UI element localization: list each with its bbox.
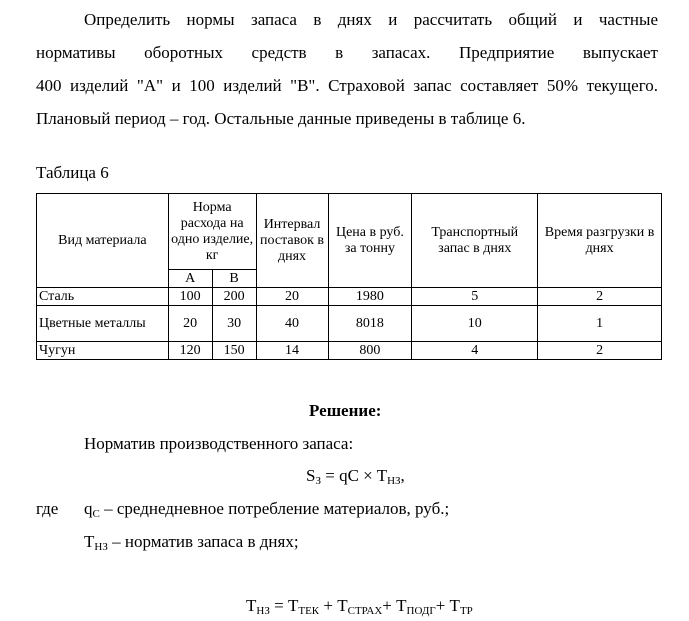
definition-qc: [84, 499, 449, 519]
cell-norm-b: 150: [212, 342, 256, 360]
formula-symbol: q: [84, 499, 93, 518]
header-price: Цена в руб. за тонну: [328, 194, 412, 288]
cell-unloading: 1: [538, 306, 662, 342]
cell-norm-a: 20: [168, 306, 212, 342]
header-unloading: Время разгрузки в днях: [538, 194, 662, 288]
cell-interval: 40: [256, 306, 328, 342]
definition-text: – норматив запаса в днях;: [107, 532, 299, 551]
formula-subscript: C: [92, 508, 100, 520]
problem-line-2: нормативы оборотных средств в запасах. Предприятие выпускает: [36, 43, 658, 62]
materials-table: [36, 193, 662, 360]
formula-text: + T: [435, 596, 460, 615]
formula-text: + T: [382, 596, 407, 615]
cell-norm-b: 200: [212, 288, 256, 306]
formula-stock-days: [246, 596, 473, 616]
formula-subscript: ТЕК: [298, 605, 320, 617]
cell-interval: 14: [256, 342, 328, 360]
table-caption: Таблица 6: [36, 163, 109, 182]
formula-subscript: СТРАХ: [347, 605, 383, 617]
formula-subscript: НЗ: [387, 475, 401, 487]
cell-unloading: 2: [538, 288, 662, 306]
definition-text: – среднедневное потребление материалов, руб.;: [99, 499, 450, 518]
cell-interval: 20: [256, 288, 328, 306]
formula-text: ,: [400, 466, 405, 485]
cell-material: Сталь: [37, 288, 169, 306]
cell-norm-b: 30: [212, 306, 256, 342]
problem-line-4: Плановый период – год. Остальные данные приведены в таблице 6.: [36, 109, 526, 128]
solution-intro: Норматив производственного запаса:: [84, 434, 354, 453]
cell-norm-a: 120: [168, 342, 212, 360]
problem-statement: [36, 3, 658, 135]
header-norm-b: В: [212, 270, 256, 288]
table-row: [37, 342, 662, 360]
solution-heading: Решение:: [309, 401, 382, 420]
cell-transport: 5: [412, 288, 538, 306]
formula-subscript: НЗ: [94, 541, 108, 553]
cell-material: Чугун: [37, 342, 169, 360]
formula-text: = T: [269, 596, 299, 615]
formula-subscript: З: [315, 475, 321, 487]
header-norm-a: А: [168, 270, 212, 288]
header-norm: Норма расхода на одно изделие, кг: [168, 194, 256, 270]
formula-subscript: ПОДГ: [406, 605, 436, 617]
problem-line-3: 400 изделий "А" и 100 изделий "В". Страховой запас составляет 50% текущего.: [36, 76, 658, 95]
formula-subscript: НЗ: [256, 605, 270, 617]
cell-unloading: 2: [538, 342, 662, 360]
cell-transport: 10: [412, 306, 538, 342]
header-interval: Интервал поставок в днях: [256, 194, 328, 288]
cell-price: 800: [328, 342, 412, 360]
definition-tnz: [84, 532, 299, 552]
problem-line-1: Определить нормы запаса в днях и рассчитать общий и частные: [84, 10, 658, 29]
formula-symbol: T: [246, 596, 257, 615]
cell-price: 1980: [328, 288, 412, 306]
cell-material: Цветные металлы: [37, 306, 169, 342]
cell-transport: 4: [412, 342, 538, 360]
cell-price: 8018: [328, 306, 412, 342]
formula-text: + T: [319, 596, 348, 615]
table-row: [37, 306, 662, 342]
formula-symbol: T: [84, 532, 95, 551]
formula-stock-norm: [306, 466, 405, 486]
formula-text: = qC × T: [320, 466, 388, 485]
header-transport: Транспортный запас в днях: [412, 194, 538, 288]
table-row: [37, 288, 662, 306]
where-label: где: [36, 499, 59, 518]
formula-symbol: S: [306, 466, 316, 485]
cell-norm-a: 100: [168, 288, 212, 306]
header-material: Вид материала: [37, 194, 169, 288]
formula-subscript: ТР: [459, 605, 473, 617]
